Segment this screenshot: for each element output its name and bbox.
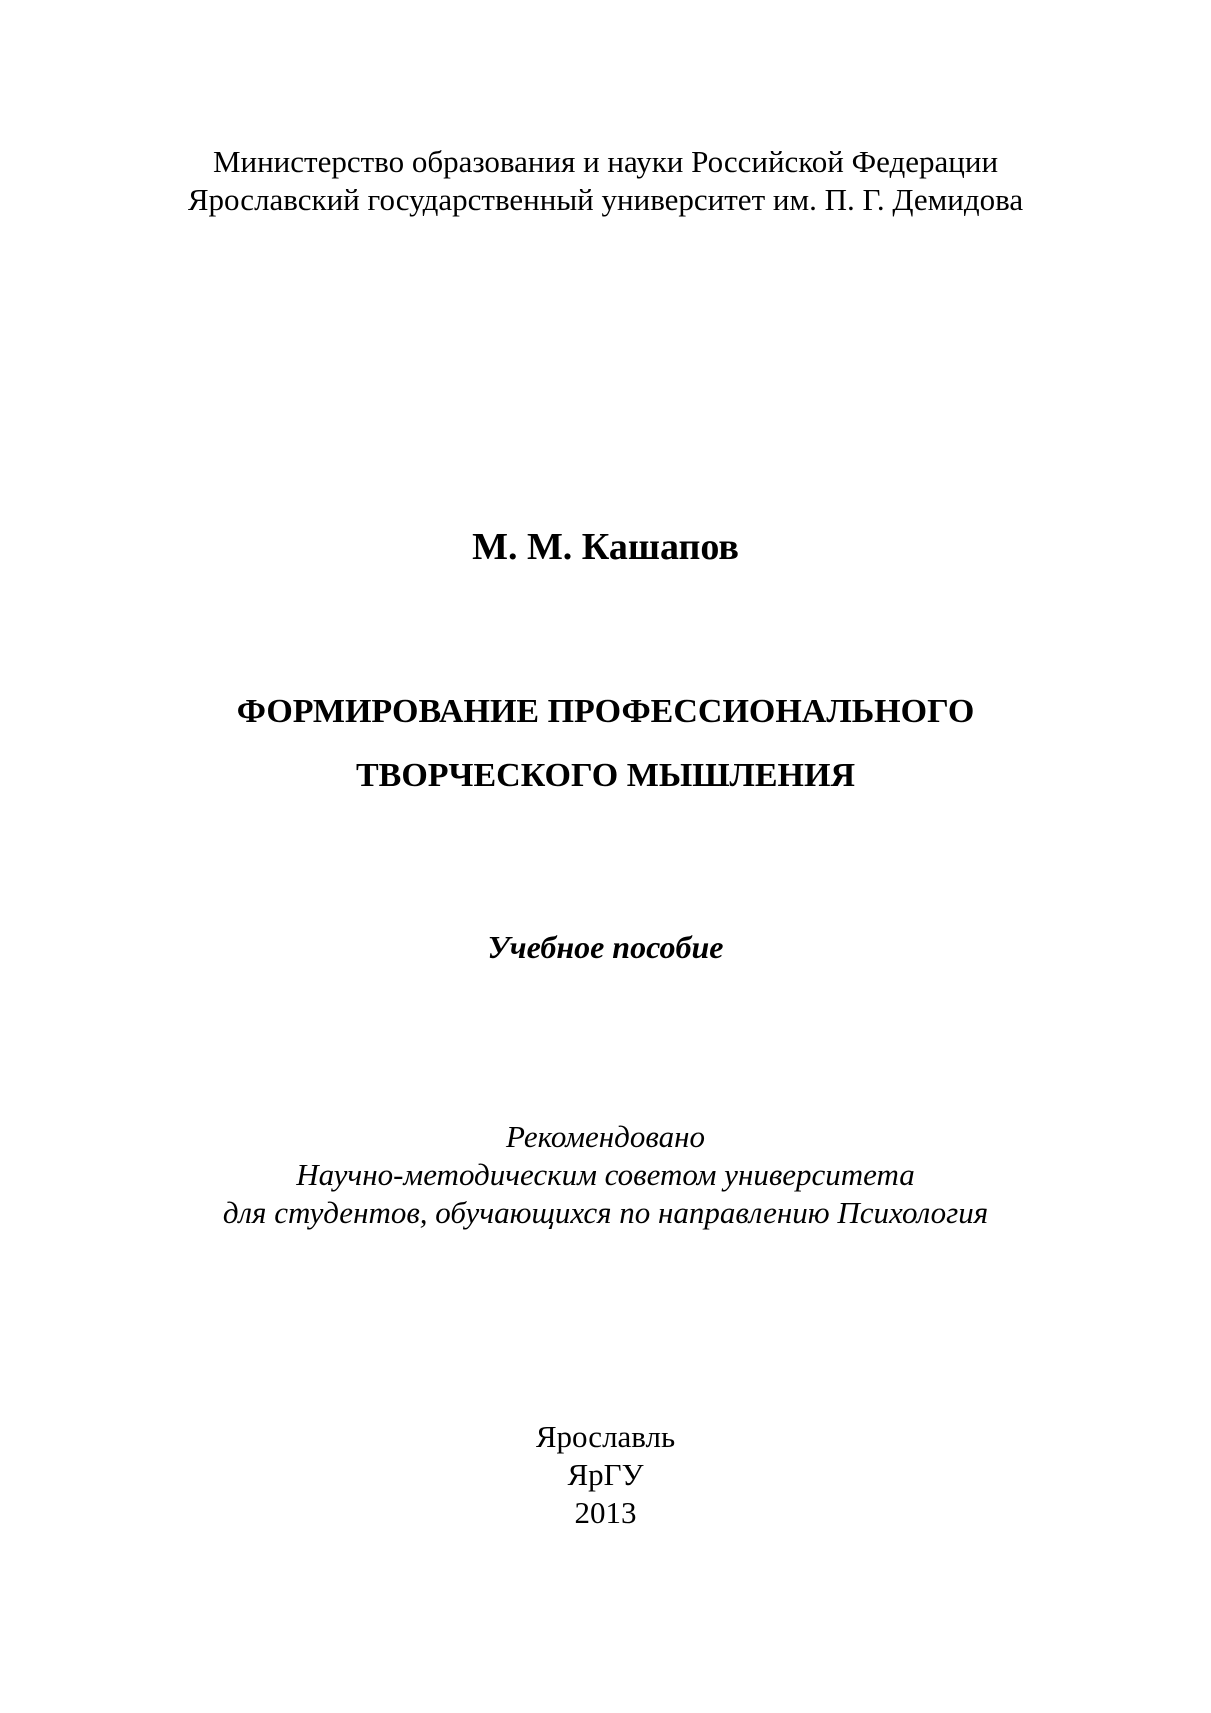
book-title-line-2: ТВОРЧЕСКОГО МЫШЛЕНИЯ — [355, 757, 855, 794]
publication-type: Учебное пособие — [487, 929, 724, 965]
institution-header — [0, 143, 1211, 219]
imprint — [0, 1418, 1211, 1532]
ministry-name: Министерство образования и науки Российской Федерации — [212, 144, 999, 179]
imprint-publisher: ЯрГУ — [567, 1457, 644, 1492]
university-name: Ярославский государственный университет им. П. Г. Демидова — [187, 182, 1024, 217]
book-title — [0, 680, 1211, 808]
imprint-year: 2013 — [574, 1495, 637, 1530]
imprint-city: Ярославль — [535, 1419, 676, 1454]
recommendation-line-1: Рекомендовано — [506, 1119, 705, 1154]
book-title-line-1: ФОРМИРОВАНИЕ ПРОФЕССИОНАЛЬНОГО — [236, 693, 975, 730]
recommendation-line-3: для студентов, обучающихся по направлению Психология — [222, 1195, 989, 1230]
recommendation-note — [0, 1118, 1211, 1232]
recommendation-line-2: Научно-методическим советом университета — [296, 1157, 915, 1192]
author-name: М. М. Кашапов — [472, 526, 739, 568]
